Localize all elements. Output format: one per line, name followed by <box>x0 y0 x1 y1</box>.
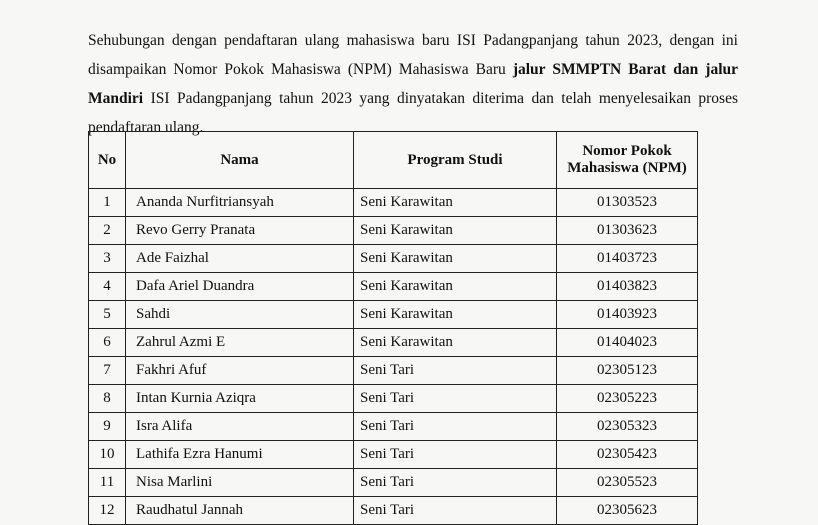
row-npm: 01403923 <box>557 301 698 329</box>
intro-bold-text: jalur SMMPTN Barat dan jalur Mandiri <box>88 60 739 107</box>
row-no: 7 <box>89 357 126 385</box>
row-nama: Zahrul Azmi E <box>126 329 354 357</box>
table-row <box>89 385 698 413</box>
row-nama: Fakhri Afuf <box>126 357 354 385</box>
row-no: 10 <box>89 441 126 469</box>
row-program-studi: Seni Tari <box>354 469 557 497</box>
table-row <box>89 301 698 329</box>
header-npm: Nomor Pokok Mahasiswa (NPM) <box>557 132 698 189</box>
row-nama: Sahdi <box>126 301 354 329</box>
row-npm: 01303523 <box>557 189 698 217</box>
intro-text-2: ISI Padangpanjang tahun 2023 yang dinyatakan diterima dan telah menyelesaikan proses pendaftaran ulang. <box>88 89 738 136</box>
row-nama: Nisa Marlini <box>126 469 354 497</box>
row-nama: Lathifa Ezra Hanumi <box>126 441 354 469</box>
row-no: 6 <box>89 329 126 357</box>
table-body <box>89 189 698 525</box>
intro-paragraph <box>88 26 738 142</box>
intro-text-1: Sehubungan dengan pendaftaran ulang mahasiswa baru ISI Padangpanjang tahun 2023, dengan ini disampaikan Nomor Pokok Mahasiswa (NPM) Mahasiswa Baru <box>88 31 738 78</box>
table-row <box>89 217 698 245</box>
row-no: 2 <box>89 217 126 245</box>
row-nama: Isra Alifa <box>126 413 354 441</box>
row-nama: Raudhatul Jannah <box>126 497 354 525</box>
row-npm: 02305423 <box>557 441 698 469</box>
table-header-row <box>89 132 698 189</box>
row-program-studi: Seni Karawitan <box>354 217 557 245</box>
row-npm: 02305123 <box>557 357 698 385</box>
row-npm: 02305323 <box>557 413 698 441</box>
row-nama: Dafa Ariel Duandra <box>126 273 354 301</box>
row-npm: 01404023 <box>557 329 698 357</box>
row-program-studi: Seni Karawitan <box>354 245 557 273</box>
row-program-studi: Seni Tari <box>354 385 557 413</box>
npm-table <box>88 131 698 525</box>
row-no: 3 <box>89 245 126 273</box>
row-nama: Ade Faizhal <box>126 245 354 273</box>
row-program-studi: Seni Karawitan <box>354 301 557 329</box>
row-program-studi: Seni Tari <box>354 441 557 469</box>
row-program-studi: Seni Tari <box>354 413 557 441</box>
table-row <box>89 189 698 217</box>
table-row <box>89 273 698 301</box>
row-nama: Revo Gerry Pranata <box>126 217 354 245</box>
table-row <box>89 245 698 273</box>
row-npm: 01303623 <box>557 217 698 245</box>
header-no: No <box>89 132 126 189</box>
row-program-studi: Seni Karawitan <box>354 189 557 217</box>
table-row <box>89 469 698 497</box>
table-row <box>89 497 698 525</box>
row-program-studi: Seni Karawitan <box>354 273 557 301</box>
row-npm: 02305623 <box>557 497 698 525</box>
table-row <box>89 357 698 385</box>
row-nama: Ananda Nurfitriansyah <box>126 189 354 217</box>
row-no: 1 <box>89 189 126 217</box>
table-row <box>89 441 698 469</box>
header-program-studi: Program Studi <box>354 132 557 189</box>
row-program-studi: Seni Tari <box>354 497 557 525</box>
row-no: 4 <box>89 273 126 301</box>
row-program-studi: Seni Karawitan <box>354 329 557 357</box>
row-no: 5 <box>89 301 126 329</box>
row-npm: 01403723 <box>557 245 698 273</box>
row-program-studi: Seni Tari <box>354 357 557 385</box>
row-npm: 02305223 <box>557 385 698 413</box>
row-no: 11 <box>89 469 126 497</box>
row-npm: 02305523 <box>557 469 698 497</box>
row-nama: Intan Kurnia Aziqra <box>126 385 354 413</box>
row-no: 8 <box>89 385 126 413</box>
row-no: 9 <box>89 413 126 441</box>
header-nama: Nama <box>126 132 354 189</box>
table-row <box>89 413 698 441</box>
table-row <box>89 329 698 357</box>
row-npm: 01403823 <box>557 273 698 301</box>
row-no: 12 <box>89 497 126 525</box>
